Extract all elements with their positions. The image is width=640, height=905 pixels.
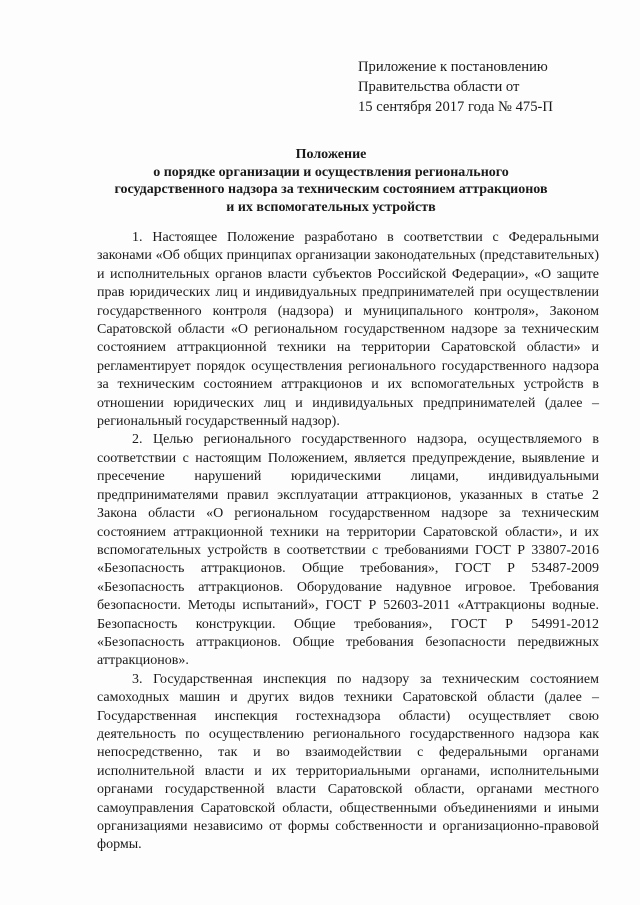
paragraph-3: 3. Государственная инспекция по надзору за техническим состоянием самоходных машин и других видов техники Саратовской области (далее – Государственная инспекция гостехнадзора области) осуществляет свою деятельность по осуществлению регионального государственного надзора как непосредственно, так и во взаимодействии с федеральными органами исполнительной власти и их территориальными органами, исполнительными органами государственной власти Саратовской области, органами местного самоуправления Саратовской области, общественными объединениями и иными организациями независимо от формы собственности и организационно-правовой формы. bbox=[97, 671, 599, 853]
appendix-header-line: Правительства области от bbox=[358, 79, 520, 95]
document-body bbox=[97, 229, 599, 855]
appendix-header bbox=[358, 57, 628, 117]
paragraph-2: 2. Целью регионального государственного надзора, осуществляемого в соответствии с настоящим Положением, является предупреждение, выявление и пресечение нарушений юридическими лицами, индивидуальными предпринимателями правил эксплуатации аттракционов, указанных в статье 2 Закона области «О региональном государственном надзоре за техническим состоянием аттракционной техники на территории Саратовской области», и их вспомогательных устройств в соответствии с требованиями ГОСТ Р 33807-2016 «Безопасность аттракционов. Общие требования», ГОСТ Р 53487-2009 «Безопасность аттракционов. Оборудование надувное игровое. Требования безопасности. Методы испытаний», ГОСТ Р 52603-2011 «Аттракционы водные. Безопасность конструкции. Общие требования», ГОСТ Р 54991-2012 «Безопасность аттракционов. Общие требования безопасности передвижных аттракционов». bbox=[97, 432, 599, 669]
title-line: государственного надзора за техническим состоянием аттракционов bbox=[114, 182, 548, 197]
document-title bbox=[80, 146, 582, 216]
title-line: и их вспомогательных устройств bbox=[226, 199, 436, 215]
appendix-header-line: Приложение к постановлению bbox=[358, 59, 548, 75]
title-line: о порядке организации и осуществления регионального bbox=[153, 164, 509, 180]
appendix-header-line: 15 сентября 2017 года № 475-П bbox=[358, 99, 553, 115]
paragraph-1: 1. Настоящее Положение разработано в соответствии с Федеральными законами «Об общих принципах организации законодательных (представительных) и исполнительных органов власти субъектов Российской Федерации», «О защите прав юридических лиц и индивидуальных предпринимателей при осуществлении государственного контроля (надзора) и муниципального контроля», Законом Саратовской области «О региональном государственном надзоре за техническим состоянием аттракционной техники на территории Саратовской области» и регламентирует порядок осуществления регионального государственного надзора за техническим состоянием аттракционов и их вспомогательных устройств в отношении юридических лиц и индивидуальных предпринимателей (далее – региональный государственный надзор). bbox=[97, 230, 599, 430]
title-line: Положение bbox=[295, 147, 367, 162]
